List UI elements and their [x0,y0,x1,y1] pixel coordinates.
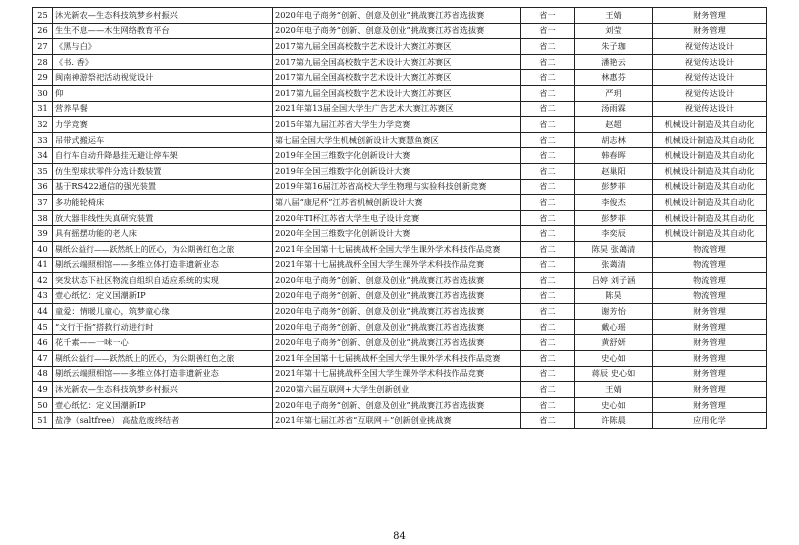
project-name-cell: 仰 [53,85,273,101]
award-level-cell: 省二 [521,382,575,398]
row-number-cell: 31 [33,101,53,117]
award-level-cell: 省二 [521,351,575,367]
project-name-cell: 闽南神游祭祀活动视觉设计 [53,70,273,86]
table-row [33,257,767,273]
award-level-cell: 省二 [521,70,575,86]
table-row [33,304,767,320]
competition-name-cell: 2021年第十七届挑战杯全国大学生课外学术科技作品竞赛 [273,257,521,273]
award-level-cell: 省二 [521,54,575,70]
major-cell: 物流管理 [653,288,767,304]
award-level-cell: 省二 [521,101,575,117]
student-names-cell: 蒋辰 史心如 [575,366,653,382]
award-level-cell: 省二 [521,257,575,273]
competition-name-cell: 2020年全国三维数字化创新设计大赛 [273,226,521,242]
table-row [33,382,767,398]
competition-name-cell: 2015年第九届江苏省大学生力学竞赛 [273,117,521,133]
table-row [33,210,767,226]
student-names-cell: 韩春晖 [575,148,653,164]
row-number-cell: 40 [33,241,53,257]
competition-name-cell: 2019年全国三维数字化创新设计大赛 [273,148,521,164]
award-level-cell: 省二 [521,273,575,289]
project-name-cell: 自行车自动升降悬挂无避让停车架 [53,148,273,164]
major-cell: 视觉传达设计 [653,54,767,70]
project-name-cell: 《黑与白》 [53,39,273,55]
table-row [33,132,767,148]
table-row [33,163,767,179]
table-row [33,335,767,351]
awards-table-body [33,8,767,429]
student-names-cell: 王婧 [575,8,653,24]
award-level-cell: 省二 [521,366,575,382]
competition-name-cell: 2020年TI杯江苏省大学生电子设计竞赛 [273,210,521,226]
major-cell: 财务管理 [653,23,767,39]
student-names-cell: 史心如 [575,397,653,413]
table-row [33,288,767,304]
major-cell: 机械设计制造及其自动化 [653,117,767,133]
competition-name-cell: 2020年电子商务“创新、创意及创业”挑战赛江苏省选拔赛 [273,23,521,39]
award-level-cell: 省二 [521,132,575,148]
table-row [33,366,767,382]
project-name-cell: 《书. 香》 [53,54,273,70]
row-number-cell: 28 [33,54,53,70]
row-number-cell: 46 [33,335,53,351]
award-level-cell: 省二 [521,241,575,257]
row-number-cell: 39 [33,226,53,242]
major-cell: 机械设计制造及其自动化 [653,226,767,242]
row-number-cell: 36 [33,179,53,195]
student-names-cell: 李奕辰 [575,226,653,242]
project-name-cell: 生生不息——木生网络教育平台 [53,23,273,39]
table-row [33,273,767,289]
project-name-cell: 剔纸公益行——跃然纸上的匠心，为公期善红色之旅 [53,351,273,367]
row-number-cell: 27 [33,39,53,55]
competition-name-cell: 2021年全国第十七届挑战杯全国大学生课外学术科技作品竞赛 [273,241,521,257]
major-cell: 机械设计制造及其自动化 [653,148,767,164]
award-level-cell: 省二 [521,304,575,320]
competition-name-cell: 2017第九届全国高校数字艺术设计大赛江苏赛区 [273,54,521,70]
table-row [33,148,767,164]
major-cell: 财务管理 [653,366,767,382]
competition-name-cell: 2020第六届互联网+大学生创新创业 [273,382,521,398]
student-names-cell: 史心如 [575,351,653,367]
award-level-cell: 省二 [521,179,575,195]
student-names-cell: 林惠芬 [575,70,653,86]
row-number-cell: 32 [33,117,53,133]
row-number-cell: 35 [33,163,53,179]
project-name-cell: 剔纸云端照相馆——多维立体打造非遗新业态 [53,257,273,273]
row-number-cell: 44 [33,304,53,320]
project-name-cell: 壹心纸忆：定义国潮新IP [53,397,273,413]
row-number-cell: 33 [33,132,53,148]
student-names-cell: 彭梦菲 [575,210,653,226]
row-number-cell: 50 [33,397,53,413]
competition-name-cell: 2017第九届全国高校数字艺术设计大赛江苏赛区 [273,85,521,101]
table-row [33,413,767,429]
student-names-cell: 黄舒妍 [575,335,653,351]
project-name-cell: 沐光新农—生态科技筑梦乡村振兴 [53,382,273,398]
row-number-cell: 47 [33,351,53,367]
major-cell: 物流管理 [653,273,767,289]
major-cell: 财务管理 [653,8,767,24]
student-names-cell: 刘莹 [575,23,653,39]
row-number-cell: 30 [33,85,53,101]
project-name-cell: 力学竞赛 [53,117,273,133]
award-level-cell: 省二 [521,210,575,226]
major-cell: 视觉传达设计 [653,39,767,55]
student-names-cell: 陈昊 张蔼清 [575,241,653,257]
table-row [33,319,767,335]
row-number-cell: 42 [33,273,53,289]
project-name-cell: 壹心纸忆：定义国潮新IP [53,288,273,304]
award-level-cell: 省二 [521,148,575,164]
student-names-cell: 朱子珈 [575,39,653,55]
major-cell: 机械设计制造及其自动化 [653,210,767,226]
project-name-cell: 具有摇摆功能的老人床 [53,226,273,242]
award-level-cell: 省二 [521,39,575,55]
table-row [33,195,767,211]
competition-name-cell: 第七届全国大学生机械创新设计大赛慧鱼赛区 [273,132,521,148]
student-names-cell: 王婧 [575,382,653,398]
table-row [33,226,767,242]
row-number-cell: 51 [33,413,53,429]
competition-name-cell: 2021年第十七届挑战杯全国大学生课外学术科技作品竞赛 [273,366,521,382]
award-level-cell: 省一 [521,8,575,24]
table-row [33,351,767,367]
award-level-cell: 省二 [521,413,575,429]
project-name-cell: 仿生型球状零件分选计数装置 [53,163,273,179]
row-number-cell: 48 [33,366,53,382]
award-level-cell: 省一 [521,23,575,39]
award-level-cell: 省二 [521,85,575,101]
competition-name-cell: 2021年第13届全国大学生广告艺术大赛江苏赛区 [273,101,521,117]
row-number-cell: 43 [33,288,53,304]
row-number-cell: 26 [33,23,53,39]
award-level-cell: 省二 [521,226,575,242]
student-names-cell: 谢芳怡 [575,304,653,320]
competition-name-cell: 2021年全国第十七届挑战杯全国大学生课外学术科技作品竞赛 [273,351,521,367]
row-number-cell: 38 [33,210,53,226]
major-cell: 财务管理 [653,382,767,398]
student-names-cell: 彭梦菲 [575,179,653,195]
student-names-cell: 严玥 [575,85,653,101]
table-row [33,117,767,133]
project-name-cell: 吊带式搬运车 [53,132,273,148]
award-level-cell: 省二 [521,319,575,335]
project-name-cell: 沐光新农—生态科技筑梦乡村振兴 [53,8,273,24]
competition-name-cell: 2020年电子商务“创新、创意及创业”挑战赛江苏省选拔赛 [273,288,521,304]
major-cell: 应用化学 [653,413,767,429]
project-name-cell: 基于RS422通信的强光装置 [53,179,273,195]
table-row [33,397,767,413]
student-names-cell: 赵巢阳 [575,163,653,179]
row-number-cell: 25 [33,8,53,24]
award-level-cell: 省二 [521,117,575,133]
award-level-cell: 省二 [521,335,575,351]
major-cell: 财务管理 [653,397,767,413]
award-level-cell: 省二 [521,397,575,413]
student-names-cell: 胡志林 [575,132,653,148]
project-name-cell: 剔纸云端照相馆——多维立体打造非遗新业态 [53,366,273,382]
major-cell: 物流管理 [653,257,767,273]
project-name-cell: “文行于指”搭救行动进行时 [53,319,273,335]
major-cell: 财务管理 [653,319,767,335]
table-row [33,70,767,86]
major-cell: 视觉传达设计 [653,85,767,101]
competition-name-cell: 2020年电子商务“创新、创意及创业”挑战赛江苏省选拔赛 [273,319,521,335]
project-name-cell: 童爱：情暖儿童心，筑梦童心缘 [53,304,273,320]
table-row [33,241,767,257]
awards-table [32,7,767,429]
project-name-cell: 剔纸公益行——跃然纸上的匠心，为公期善红色之旅 [53,241,273,257]
student-names-cell: 陈昊 [575,288,653,304]
student-names-cell: 吕婷 刘子涵 [575,273,653,289]
table-row [33,39,767,55]
major-cell: 财务管理 [653,335,767,351]
competition-name-cell: 2020年电子商务“创新、创意及创业”挑战赛江苏省选拔赛 [273,397,521,413]
student-names-cell: 李俊杰 [575,195,653,211]
major-cell: 视觉传达设计 [653,70,767,86]
competition-name-cell: 2020年电子商务“创新、创意及创业”挑战赛江苏省选拔赛 [273,8,521,24]
competition-name-cell: 2017第九届全国高校数字艺术设计大赛江苏赛区 [273,39,521,55]
competition-name-cell: 2020年电子商务“创新、创意及创业”挑战赛江苏省选拔赛 [273,273,521,289]
row-number-cell: 34 [33,148,53,164]
major-cell: 机械设计制造及其自动化 [653,179,767,195]
award-level-cell: 省二 [521,288,575,304]
competition-name-cell: 2019年第16届江苏省高校大学生物理与实验科技创新竞赛 [273,179,521,195]
student-names-cell: 汤雨霖 [575,101,653,117]
row-number-cell: 29 [33,70,53,86]
project-name-cell: 多功能轮椅床 [53,195,273,211]
page-number: 84 [393,531,406,542]
project-name-cell: 盐净（saltfree） 高盐危废终结者 [53,413,273,429]
major-cell: 机械设计制造及其自动化 [653,132,767,148]
row-number-cell: 49 [33,382,53,398]
table-row [33,23,767,39]
award-level-cell: 省二 [521,163,575,179]
project-name-cell: 突发状态下社区物流自组织自适应系统的实现 [53,273,273,289]
major-cell: 机械设计制造及其自动化 [653,163,767,179]
major-cell: 物流管理 [653,241,767,257]
table-row [33,101,767,117]
competition-name-cell: 2017第九届全国高校数字艺术设计大赛江苏赛区 [273,70,521,86]
project-name-cell: 放大器非线性失真研究装置 [53,210,273,226]
project-name-cell: 营养旱餐 [53,101,273,117]
table-row [33,54,767,70]
student-names-cell: 戴心瑶 [575,319,653,335]
table-row [33,179,767,195]
row-number-cell: 37 [33,195,53,211]
award-level-cell: 省二 [521,195,575,211]
competition-name-cell: 第八届“康尼杯”江苏省机械创新设计大赛 [273,195,521,211]
student-names-cell: 潘艳云 [575,54,653,70]
major-cell: 视觉传达设计 [653,101,767,117]
table-row [33,85,767,101]
major-cell: 机械设计制造及其自动化 [653,195,767,211]
competition-name-cell: 2021年第七届江苏省“互联网＋”创新创业挑战赛 [273,413,521,429]
row-number-cell: 45 [33,319,53,335]
major-cell: 财务管理 [653,351,767,367]
student-names-cell: 赵超 [575,117,653,133]
student-names-cell: 许陈晨 [575,413,653,429]
competition-name-cell: 2019年全国三维数字化创新设计大赛 [273,163,521,179]
row-number-cell: 41 [33,257,53,273]
competition-name-cell: 2020年电子商务“创新、创意及创业”挑战赛江苏省选拔赛 [273,335,521,351]
competition-name-cell: 2020年电子商务“创新、创意及创业”挑战赛江苏省选拔赛 [273,304,521,320]
student-names-cell: 张蔼清 [575,257,653,273]
table-row [33,8,767,24]
project-name-cell: 花千素——一味一心 [53,335,273,351]
major-cell: 财务管理 [653,304,767,320]
